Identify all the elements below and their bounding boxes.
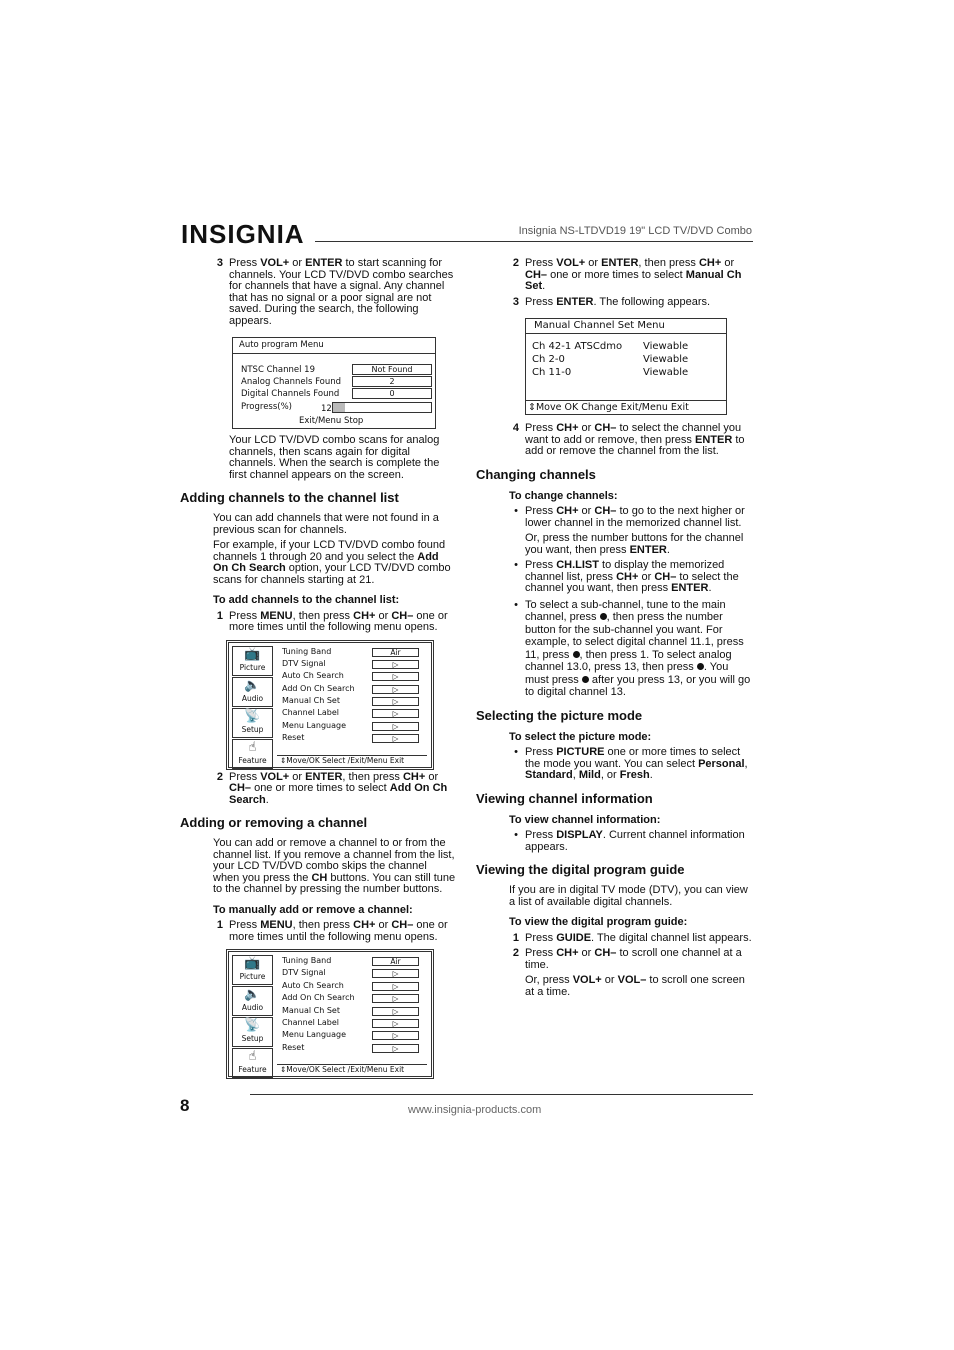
- menu-item: Add On Ch Search ▷: [277, 683, 427, 695]
- menu-footer: ⇕Move/OK Select /Exit/Menu Exit: [277, 755, 427, 765]
- speaker-icon: 🔈 Audio: [232, 986, 273, 1016]
- menu-item: Auto Ch Search ▷: [277, 980, 427, 992]
- channel-row: Ch 11-0: [532, 367, 572, 378]
- menu-title: Auto program Menu: [233, 338, 435, 354]
- step-3: 3 Press ENTER. The following appears.: [512, 295, 711, 308]
- footer-url: www.insignia-products.com: [408, 1104, 542, 1116]
- channel-status: Viewable: [643, 367, 689, 378]
- right-column: [476, 258, 753, 1002]
- channel-status: Viewable: [643, 341, 689, 352]
- step-2: 2 Press VOL+ or ENTER, then press CH+ or CH– one or more times to select Manual Ch Set.: [512, 257, 742, 292]
- progress-fill: [333, 403, 345, 412]
- menu-item: Menu Language ▷: [277, 1029, 427, 1041]
- menu-item: Reset ▷: [277, 732, 427, 744]
- paragraph: For example, if your LCD TV/DVD combo found channels 1 through 20 and you select the Add On Ch Search option, your LCD TV/DVD combo scans for channels starting at 21.: [213, 539, 451, 586]
- menu-item: Manual Ch Set ▷: [277, 1005, 427, 1017]
- channel-row: Ch 42-1 ATSCdmo: [532, 341, 623, 352]
- tv-icon: 📺 Picture: [232, 646, 273, 676]
- bullet-item: • Press CH.LIST to display the memorized channel list, press CH+ or CH– to select the channel you want, then press ENTER.: [514, 559, 739, 594]
- left-column: [180, 258, 456, 1081]
- step-1: 1 Press GUIDE. The digital channel list appears.: [512, 931, 752, 944]
- hand-icon: ☝ Feature: [232, 1048, 273, 1078]
- menu-item: Reset ▷: [277, 1042, 427, 1054]
- auto-program-menu: [232, 337, 436, 429]
- menu-title: Manual Channel Set Menu: [526, 319, 726, 334]
- subheading: To view the digital program guide:: [509, 916, 688, 928]
- channel-status: Viewable: [643, 354, 689, 365]
- header-title: Insignia NS-LTDVD19 19" LCD TV/DVD Combo: [518, 225, 752, 237]
- progress-bar: [332, 402, 432, 413]
- dot-button-icon: [600, 613, 607, 620]
- section-heading: Viewing the digital program guide: [476, 862, 685, 877]
- menu-item: Auto Ch Search ▷: [277, 670, 427, 682]
- dot-button-icon: [697, 663, 704, 670]
- step-2: 2 Press VOL+ or ENTER, then press CH+ or CH– one or more times to select Add On Ch Search.: [216, 770, 448, 806]
- paragraph: If you are in digital TV mode (DTV), you can view a list of available digital channels.: [509, 884, 748, 908]
- menu-row-label: Progress(%): [241, 402, 292, 412]
- subheading: To change channels:: [509, 489, 618, 502]
- menu-item: Channel Label ▷: [277, 1017, 427, 1029]
- menu-item: Tuning Band Air: [277, 646, 427, 658]
- section-heading: Selecting the picture mode: [476, 707, 643, 723]
- menu-row-value: Not Found: [352, 364, 432, 375]
- step-4: 4 Press CH+ or CH– to select the channel you want to add or remove, then press ENTER to add or remove the channel from the list.: [512, 422, 745, 457]
- menu-row-value: 2: [352, 376, 432, 387]
- channel-menu: [228, 951, 432, 1077]
- insignia-logo: INSIGNIA: [181, 219, 305, 249]
- subheading: To view channel information:: [509, 813, 661, 826]
- menu-item: Menu Language ▷: [277, 720, 427, 732]
- step-1: 1 Press MENU, then press CH+ or CH– one or more times until the following menu opens.: [216, 919, 448, 943]
- section-heading: Adding or removing a channel: [180, 815, 368, 830]
- manual-channel-menu: [525, 318, 727, 415]
- paragraph: Your LCD TV/DVD combo scans for analog channels, then scans again for digital channels. When the search is complete the first channel appears on the screen.: [229, 434, 440, 481]
- subheading: To add channels to the channel list:: [213, 594, 400, 606]
- menu-row-label: Analog Channels Found: [241, 377, 342, 387]
- speaker-icon: 🔈 Audio: [232, 677, 273, 707]
- menu-footer: Exit/Menu Stop: [299, 416, 364, 426]
- bullet-item: • Press PICTURE one or more times to select the mode you want. You can select Personal, Standard, Mild, or Fresh.: [514, 746, 748, 781]
- bullet-item: • Press CH+ or CH– to go to the next higher or lower channel in the memorized channel list.: [514, 505, 745, 529]
- menu-footer: ⇕Move/OK Select /Exit/Menu Exit: [277, 1064, 427, 1074]
- subheading: To manually add or remove a channel:: [213, 903, 413, 916]
- section-heading: Changing channels: [476, 466, 596, 482]
- paragraph: Or, press VOL+ or VOL– to scroll one screen at a time.: [525, 974, 745, 998]
- dot-button-icon: [582, 676, 589, 683]
- channel-row: Ch 2-0: [532, 354, 565, 365]
- menu-footer: ⇕Move OK Change Exit/Menu Exit: [526, 400, 726, 414]
- page-number: 8: [180, 1096, 190, 1115]
- footer-rule: [250, 1094, 753, 1095]
- menu-item: Manual Ch Set ▷: [277, 695, 427, 707]
- tv-icon: 📺 Picture: [232, 955, 273, 985]
- menu-row-value: 0: [352, 388, 432, 399]
- header-rule: [315, 241, 753, 242]
- step-3: 3 Press VOL+ or ENTER to start scanning for channels. Your LCD TV/DVD combo searches for channels that have a signal. Any channel that has no signal or a poor signal are not saved. During the search, the following appears.: [216, 257, 454, 327]
- bullet-item: • To select a sub-channel, tune to the main channel, press , then press the number button for the sub-channel you want. For example, to select digital channel 11.1, press 11, press , then press 1. To select analog channel 13.0, press 13, then press . You must press after you press 13, or you will go to digital channel 13.: [514, 598, 751, 698]
- satellite-icon: 📡 Setup: [232, 708, 273, 738]
- menu-item: DTV Signal ▷: [277, 967, 427, 979]
- menu-row-label: NTSC Channel 19: [241, 365, 315, 375]
- paragraph: Or, press the number buttons for the channel you want, then press ENTER.: [525, 532, 744, 556]
- step-1: 1 Press MENU, then press CH+ or CH– one or more times until the following menu opens.: [216, 609, 448, 633]
- menu-row-label: Digital Channels Found: [241, 389, 340, 399]
- menu-item: Channel Label ▷: [277, 707, 427, 719]
- subheading: To select the picture mode:: [509, 730, 652, 743]
- menu-item: DTV Signal ▷: [277, 658, 427, 670]
- dot-button-icon: [573, 651, 580, 658]
- bullet-item: • Press DISPLAY. Current channel information appears.: [514, 829, 745, 853]
- section-heading: Adding channels to the channel list: [180, 490, 399, 505]
- channel-menu: [228, 642, 432, 768]
- step-2: 2 Press CH+ or CH– to scroll one channel at a time.: [512, 947, 742, 971]
- menu-item: Tuning Band Air: [277, 955, 427, 967]
- hand-icon: ☝ Feature: [232, 739, 273, 769]
- satellite-icon: 📡 Setup: [232, 1017, 273, 1047]
- paragraph: You can add or remove a channel to or from the channel list. If you remove a channel from the list, your LCD TV/DVD combo skips the channel when you press the CH buttons. You can still tune to the channel by pressing the number buttons.: [213, 837, 456, 895]
- progress-value: 12: [321, 404, 332, 414]
- menu-item: Add On Ch Search ▷: [277, 992, 427, 1004]
- section-heading: Viewing channel information: [476, 790, 653, 806]
- paragraph: You can add channels that were not found in a previous scan for channels.: [213, 512, 439, 536]
